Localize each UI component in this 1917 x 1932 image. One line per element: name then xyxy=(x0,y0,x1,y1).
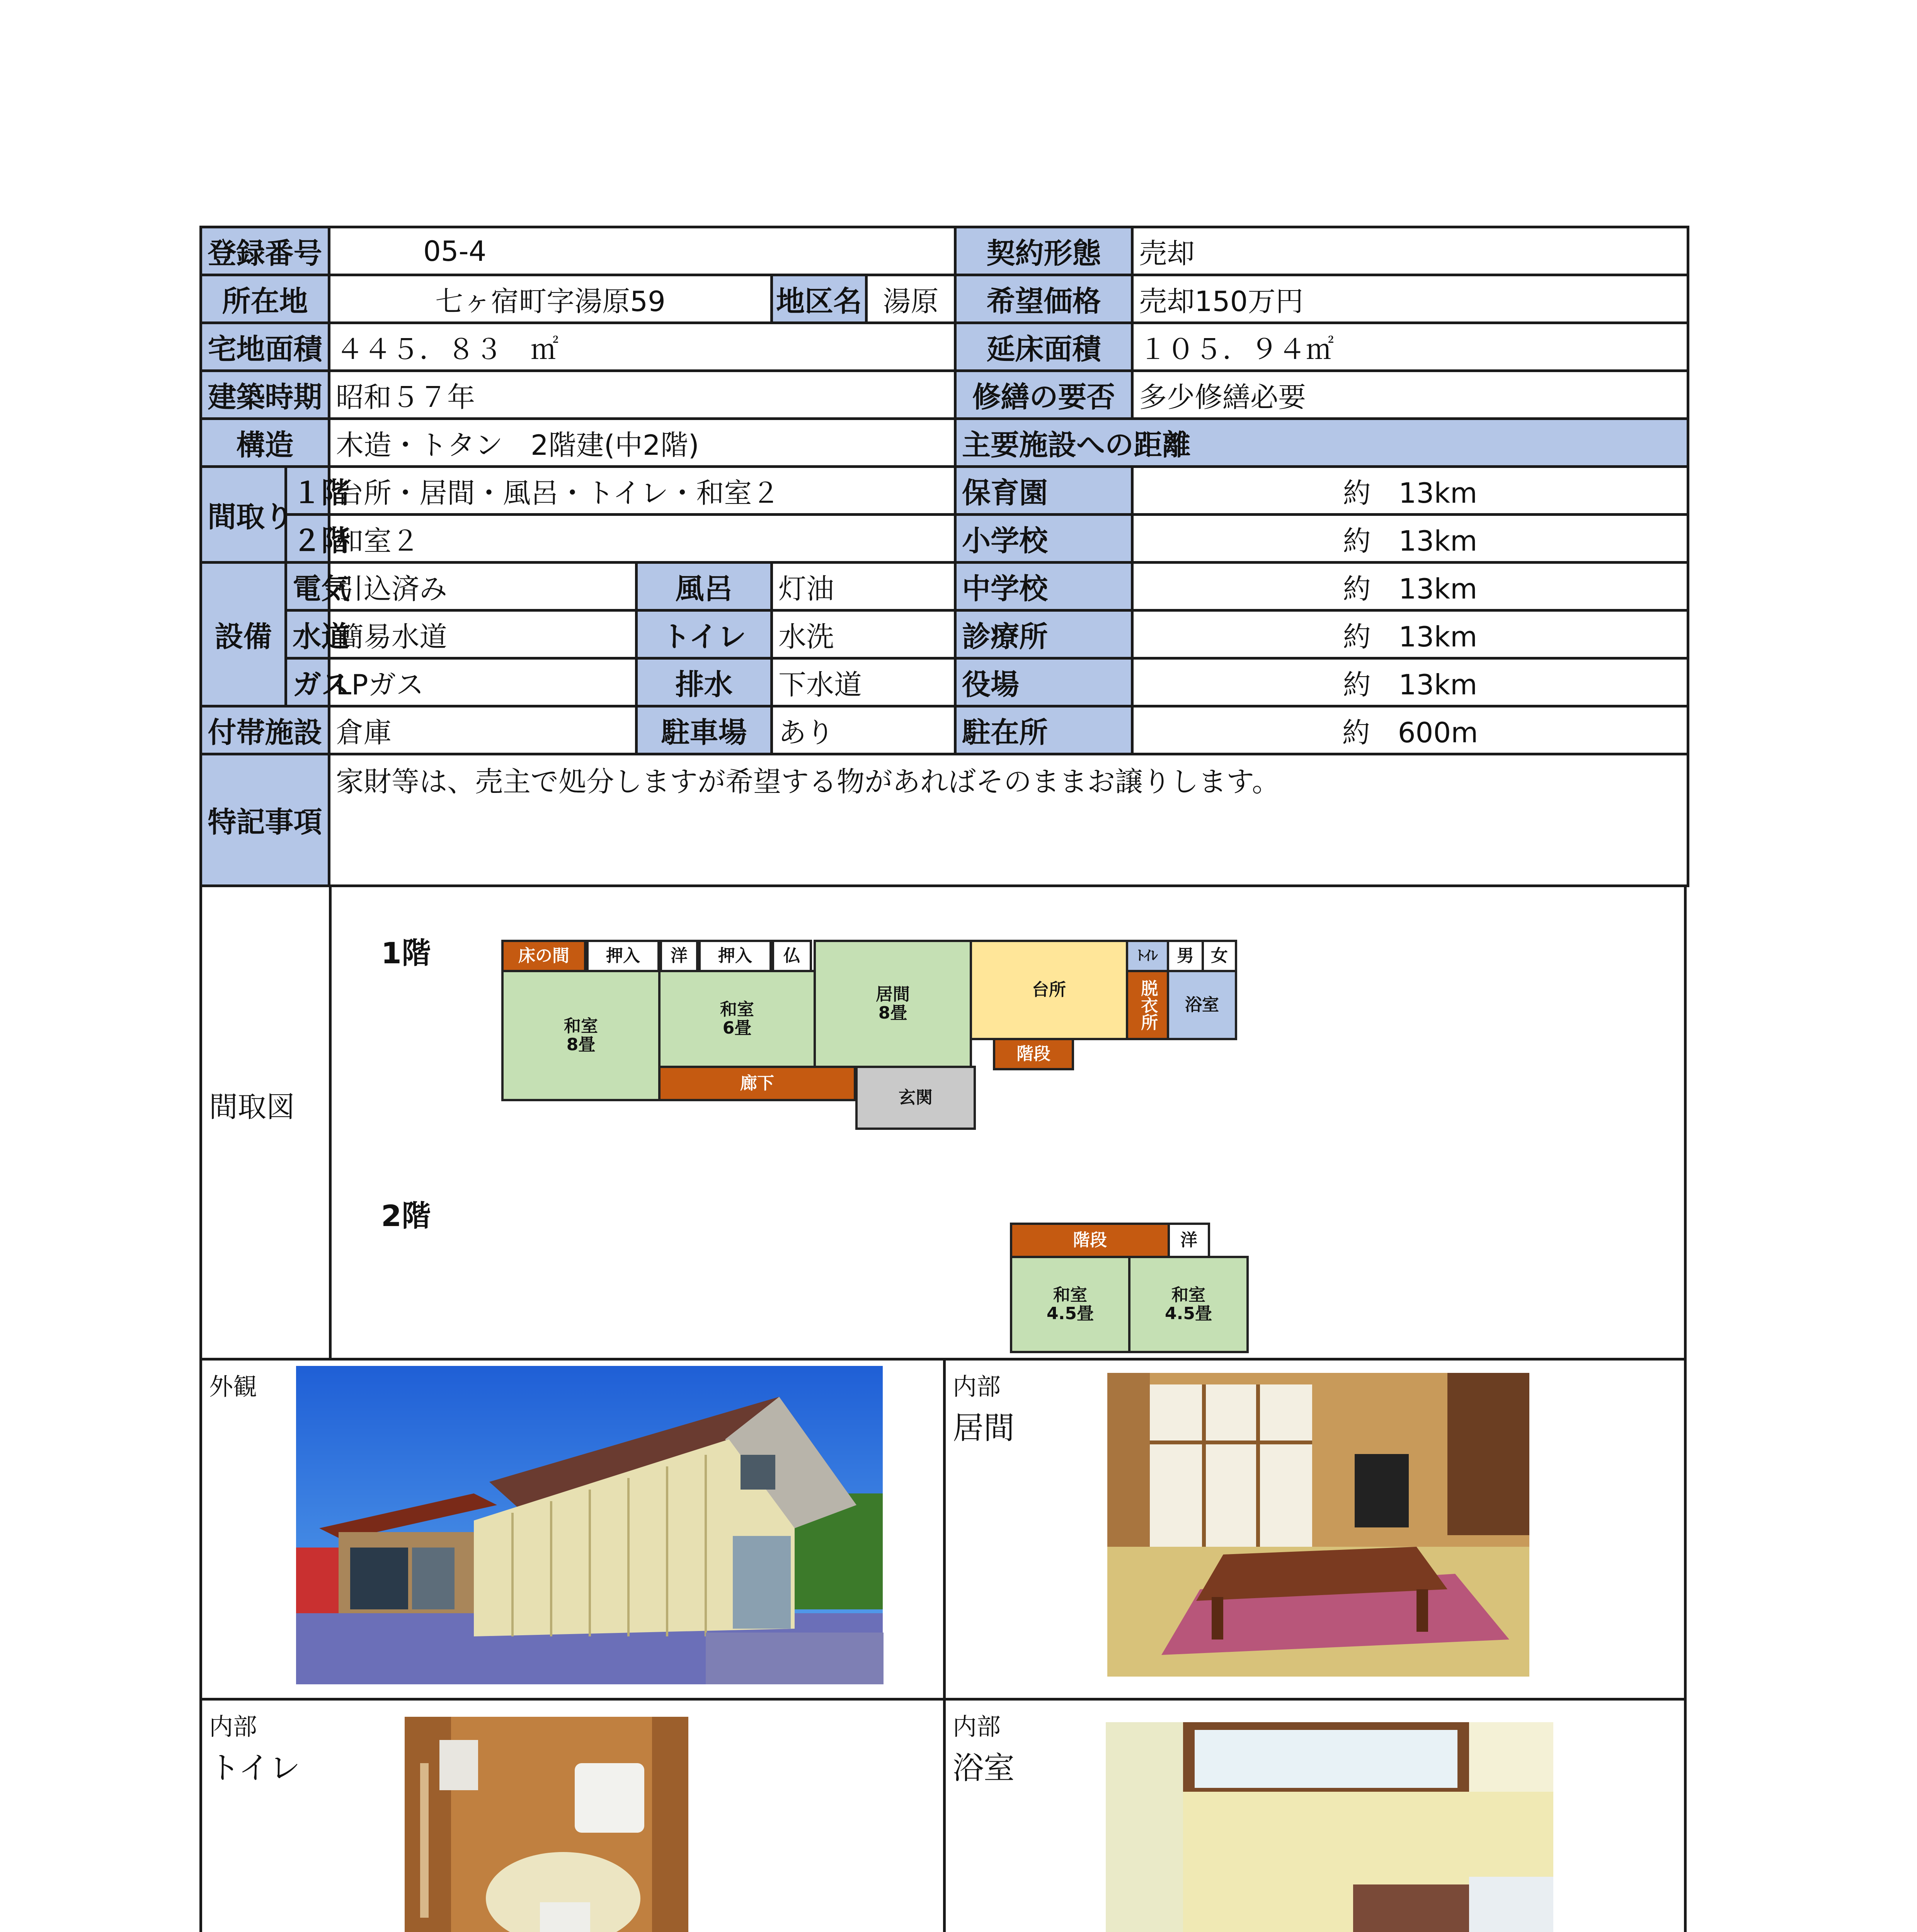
floor1-value: 台所・居間・風呂・トイレ・和室２ xyxy=(329,467,955,515)
land-area-value: ４４５．８３ ㎡ xyxy=(329,323,955,371)
location-value: 七ヶ宿町字湯原59 xyxy=(329,275,772,323)
property-info-table xyxy=(199,226,1689,887)
floor1-tag: 1階 xyxy=(381,936,431,970)
structure-value: 木造・トタン 2階建(中2階) xyxy=(329,419,955,467)
parking-value: あり xyxy=(772,706,955,754)
photo-tag: 内部 xyxy=(953,1372,1001,1401)
drain-label: 排水 xyxy=(637,658,772,706)
room-washitsu-45: 和室 4.5畳 xyxy=(1128,1256,1249,1353)
floorplan-label-column xyxy=(202,887,332,1358)
price-value: 売却150万円 xyxy=(1132,275,1688,323)
facility-distance: 約 600m xyxy=(1132,706,1688,754)
facility-name: 診療所 xyxy=(955,611,1132,658)
bath-label: 風呂 xyxy=(637,563,772,611)
built-value: 昭和５７年 xyxy=(329,371,955,419)
floor2-value: 和室２ xyxy=(329,515,955,563)
living-room-photo xyxy=(1107,1373,1529,1677)
facility-name: 役場 xyxy=(955,658,1132,706)
equip-label: 設備 xyxy=(201,563,286,706)
room-entrance: 玄関 xyxy=(855,1066,976,1130)
photo-tag: 外観 xyxy=(209,1372,257,1401)
facility-distance: 約 13km xyxy=(1132,563,1688,611)
room-washitsu-8: 和室 8畳 xyxy=(501,970,661,1101)
parking-label: 駐車場 xyxy=(637,706,772,754)
price-label: 希望価格 xyxy=(955,275,1132,323)
water-value: 簡易水道 xyxy=(329,611,637,658)
room-stairs-2f: 階段 xyxy=(1010,1223,1170,1258)
facility-distance: 約 13km xyxy=(1132,467,1688,515)
room-stairs: 階段 xyxy=(993,1038,1074,1070)
facility-distance: 約 13km xyxy=(1132,611,1688,658)
room-western-2f: 洋 xyxy=(1168,1223,1210,1258)
photo-caption: トイレ xyxy=(209,1750,300,1786)
room-living: 居間 8畳 xyxy=(814,940,972,1068)
layout-label: 間取り xyxy=(201,467,286,563)
floorplan-label: 間取図 xyxy=(209,1090,295,1124)
photo-tag: 内部 xyxy=(953,1713,1001,1741)
photo-caption: 居間 xyxy=(953,1410,1015,1446)
water-label: 水道 xyxy=(286,611,329,658)
floor-area-label: 延床面積 xyxy=(955,323,1132,371)
floor2-tag: 2階 xyxy=(381,1199,431,1233)
photo-cell-bath xyxy=(946,1701,1684,1932)
bath-value: 灯油 xyxy=(772,563,955,611)
distance-header: 主要施設への距離 xyxy=(955,419,1688,467)
bathroom-photo xyxy=(1106,1722,1553,1932)
contract-label: 契約形態 xyxy=(955,227,1132,275)
gas-label: ガス xyxy=(286,658,329,706)
room-western: 洋 xyxy=(660,940,698,972)
room-hallway: 廊下 xyxy=(658,1066,856,1101)
room-kitchen: 台所 xyxy=(970,940,1128,1040)
facility-name: 中学校 xyxy=(955,563,1132,611)
electric-value: 引込済み xyxy=(329,563,637,611)
notes-value: 家財等は、売主で処分しますが希望する物があればそのままお譲りします。 xyxy=(329,754,1688,886)
photo-caption: 浴室 xyxy=(953,1750,1015,1786)
room-washitsu-45: 和室 4.5畳 xyxy=(1010,1256,1130,1353)
toilet-value: 水洗 xyxy=(772,611,955,658)
reg-no-value: 05-4 xyxy=(329,227,955,275)
floor1-label: １階 xyxy=(286,467,329,515)
electric-label: 電気 xyxy=(286,563,329,611)
repair-value: 多少修繕必要 xyxy=(1132,371,1688,419)
location-label: 所在地 xyxy=(201,275,329,323)
toilet-label: トイレ xyxy=(637,611,772,658)
room-washitsu-6: 和室 6畳 xyxy=(658,970,816,1068)
photo-cell-living xyxy=(946,1361,1684,1698)
land-area-label: 宅地面積 xyxy=(201,323,329,371)
built-label: 建築時期 xyxy=(201,371,329,419)
property-sheet xyxy=(199,226,1687,1932)
facility-distance: 約 13km xyxy=(1132,658,1688,706)
annex-value: 倉庫 xyxy=(329,706,637,754)
district-value: 湯原 xyxy=(883,285,939,318)
photo-row xyxy=(202,1361,1684,1701)
notes-label: 特記事項 xyxy=(201,754,329,886)
contract-value: 売却 xyxy=(1132,227,1688,275)
floor2-label: ２階 xyxy=(286,515,329,563)
exterior-photo xyxy=(296,1366,883,1684)
facility-name: 小学校 xyxy=(955,515,1132,563)
room-toilet-women: 女 xyxy=(1202,940,1237,972)
facility-name: 駐在所 xyxy=(955,706,1132,754)
photo-row xyxy=(202,1701,1684,1932)
floorplan-section xyxy=(199,887,1687,1361)
reg-no-label: 登録番号 xyxy=(201,227,329,275)
district-cell xyxy=(772,275,955,323)
district-label: 地区名 xyxy=(773,276,868,321)
room-tokonoma: 床の間 xyxy=(501,940,586,972)
room-closet: 押入 xyxy=(698,940,772,972)
annex-label: 付帯施設 xyxy=(201,706,329,754)
toilet-photo xyxy=(405,1717,688,1932)
room-dressing: 脱衣所 xyxy=(1126,970,1169,1040)
repair-label: 修繕の要否 xyxy=(955,371,1132,419)
gas-value: LPガス xyxy=(329,658,637,706)
photo-tag: 内部 xyxy=(209,1713,257,1741)
room-toilet: ﾄｲﾚ xyxy=(1126,940,1169,972)
photo-cell-toilet xyxy=(202,1701,946,1932)
structure-label: 構造 xyxy=(201,419,329,467)
facility-distance: 約 13km xyxy=(1132,515,1688,563)
floor-area-value: １０５．９４㎡ xyxy=(1132,323,1688,371)
room-closet: 押入 xyxy=(586,940,660,972)
facility-name: 保育園 xyxy=(955,467,1132,515)
room-toilet-men: 男 xyxy=(1167,940,1204,972)
photo-cell-exterior xyxy=(202,1361,946,1698)
photo-grid xyxy=(199,1361,1687,1932)
room-bath: 浴室 xyxy=(1167,970,1237,1040)
room-altar: 仏 xyxy=(772,940,812,972)
drain-value: 下水道 xyxy=(772,658,955,706)
